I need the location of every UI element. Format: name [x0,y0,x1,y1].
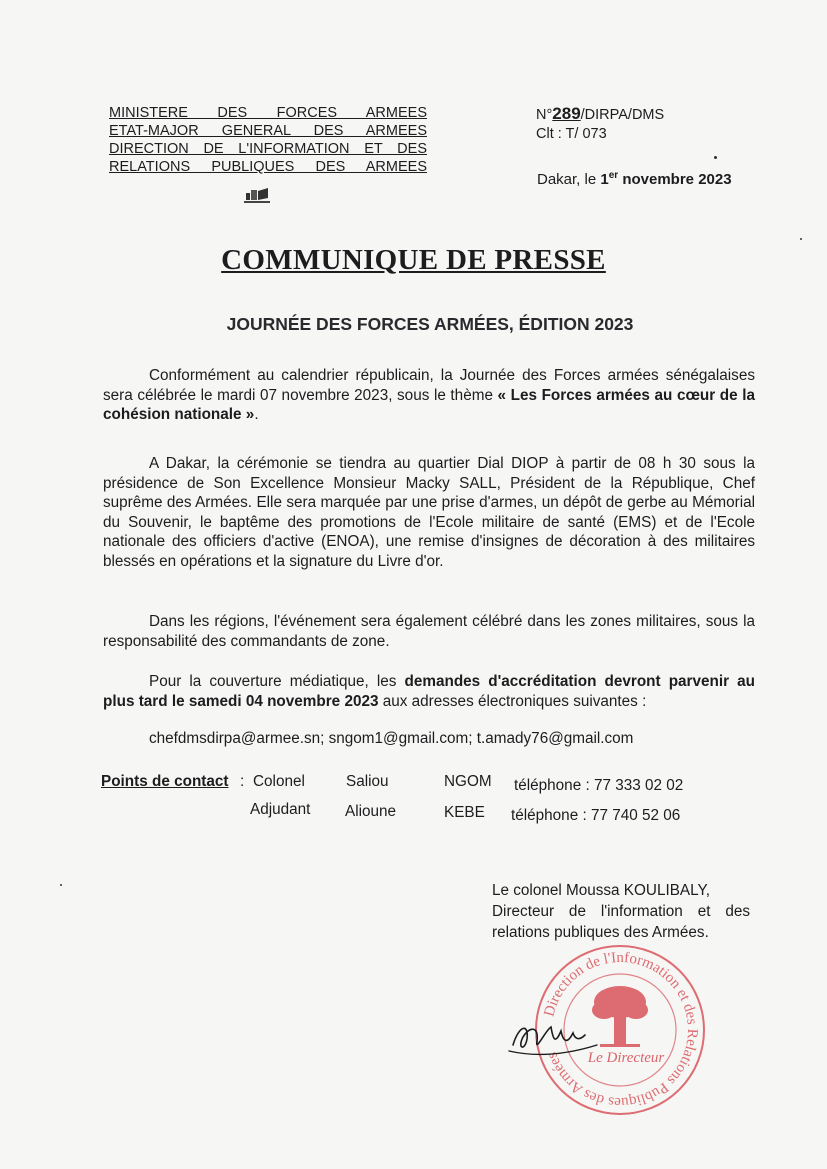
date-rest: novembre 2023 [618,171,732,188]
date-sup: er [608,170,619,181]
p4-text-a: Pour la couverture médiatique, les [149,673,405,690]
reference-num: 289 [552,104,581,123]
signatory-line-3: relations publiques des Armées. [492,924,709,941]
paragraph-4 [103,672,755,711]
contact-1-last: NGOM [444,773,492,790]
contact-1-phone: téléphone : 77 333 02 02 [514,777,684,794]
seal-center-text: Le Directeur [587,1050,665,1066]
reference-prefix: N° [536,107,553,123]
dirpa-emblem-icon [244,186,270,204]
header-line-2: ETAT-MAJOR GENERAL DES ARMEES [109,123,427,139]
paper-speck [714,156,717,159]
p2-text: A Dakar, la cérémonie se tiendra au quartier Dial DIOP à partir de 08 h 30 sous la présidence de Son Excellence Monsieur Macky SALL, Président de la République, Chef suprême des Armées. Elle sera marquée par une prise d'armes, un dépôt de gerbe au Mémorial du Souvenir, le baptême des promotions de l'Ecole militaire de santé (EMS) et de l'Ecole nationale des officiers d'active (ENOA), une remise d'insignes de décoration à des militaires blessés en opérations et la signature du Livre d'or. [103,455,755,570]
reference-number [536,104,664,125]
document-subtitle: JOURNÉE DES FORCES ARMÉES, ÉDITION 2023 [226,314,634,334]
signatory-line-2: Directeur de l'information et des [492,903,750,920]
p4-text-c: aux adresses électroniques suivantes : [378,692,647,710]
contact-2-phone: téléphone : 77 740 52 06 [511,807,681,824]
paragraph-2 [103,454,755,571]
contact-1-rank: Colonel [253,773,305,790]
paragraph-1 [103,366,755,425]
document-date [537,170,732,188]
classement: Clt : T/ 073 [536,126,607,142]
reference-suffix: /DIRPA/DMS [580,107,665,123]
contact-2-first: Alioune [345,803,397,820]
contacts-colon: : [240,773,245,790]
seal-ring-text: Direction de l'Information et des Relations Publiques des Armées [541,949,701,1111]
paper-speck [800,238,802,240]
p4-deadline: demandes d'accréditation devront parvenir au plus tard le samedi 04 novembre 2023 [103,673,755,710]
p1-text: Conformément au calendrier républicain, la Journée des Forces armées sénégalaises sera célébrée le mardi 07 novembre 2023, sous le thème [103,367,755,404]
contact-1-first: Saliou [346,773,389,790]
p3-text: Dans les régions, l'événement sera également célébré dans les zones militaires, sous la responsabilité des commandants de zone. [103,613,755,650]
date-day: 1 [600,171,609,188]
contact-2-last: KEBE [444,804,485,821]
email-addresses: chefdmsdirpa@armee.sn; sngom1@gmail.com; t.amady76@gmail.com [149,730,634,747]
handwritten-signature [505,1005,605,1065]
ministry-header [109,104,427,176]
header-line-3: DIRECTION DE L'INFORMATION ET DES [109,141,427,157]
p1-theme: « Les Forces armées au cœur de la cohésion nationale » [103,386,755,423]
contact-2-rank: Adjudant [250,801,311,818]
paper-speck [60,884,62,886]
contacts-block [101,773,721,833]
signatory-block [492,880,750,943]
date-prefix: Dakar, le [537,171,601,188]
signatory-line-1: Le colonel Moussa KOULIBALY, [492,882,710,899]
header-line-1: MINISTERE DES FORCES ARMEES [109,105,427,121]
header-line-4: RELATIONS PUBLIQUES DES ARMEES [109,159,427,175]
reference-block [536,104,664,144]
p1-end: . [254,406,259,423]
contacts-label: Points de contact [101,773,229,790]
document-title: COMMUNIQUE DE PRESSE [221,244,606,276]
paragraph-3 [103,612,755,651]
